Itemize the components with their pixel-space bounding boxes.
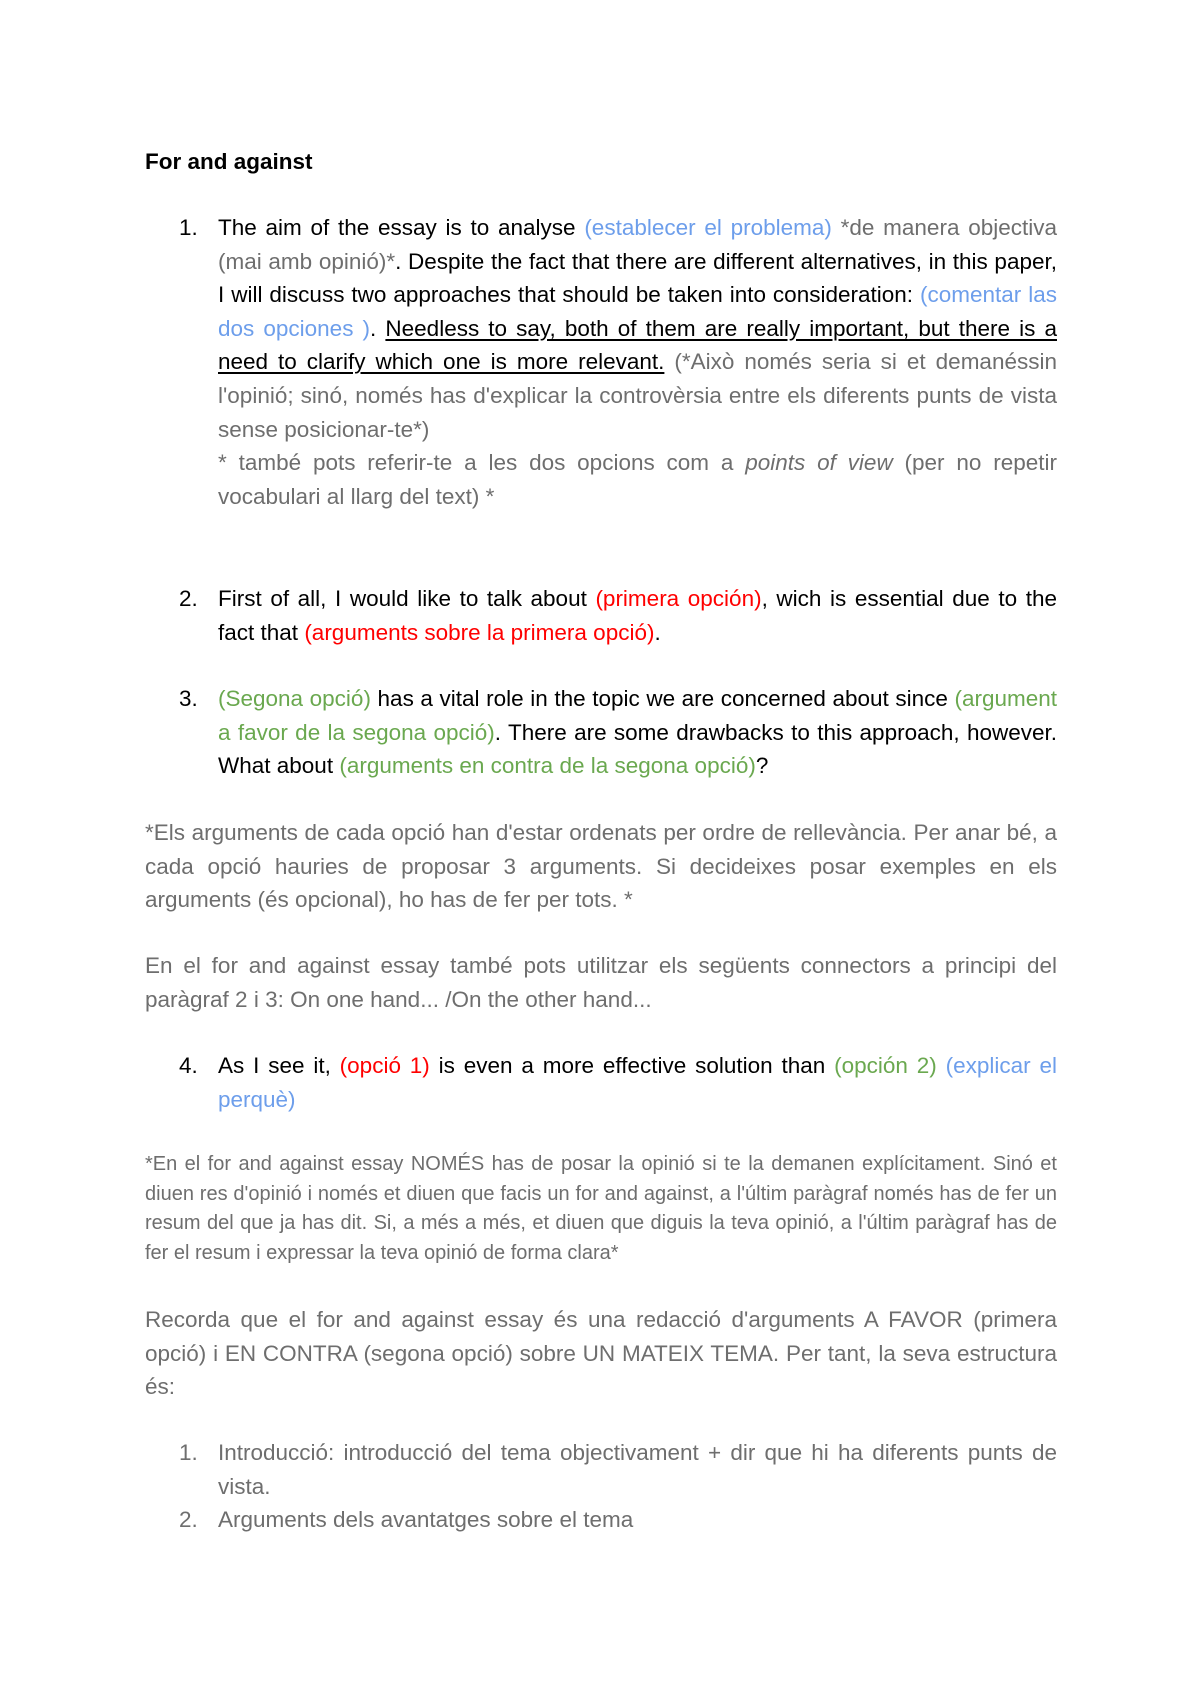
placeholder-red: (opció 1) <box>339 1053 430 1078</box>
placeholder-blue: (explicar el perquè) <box>218 1053 1057 1112</box>
item-paragraph <box>218 682 1057 783</box>
text-run <box>937 1053 946 1078</box>
text-run: * també pots referir-te a les dos opcions com a <box>218 450 746 476</box>
note-connectors: En el for and against essay també pots utilitzar els següents connectors a principi del paràgraf 2 i 3: On one hand... /On the other hand... <box>145 953 1057 1012</box>
list-number: 1. <box>179 1440 198 1465</box>
text-run: . There are some drawbacks to this approach, however. What about <box>218 719 1057 779</box>
text-run: First of all, I would like to talk about <box>218 586 596 611</box>
text-run: , wich is essential due to the fact that <box>218 586 1058 645</box>
text-run: (per no repetir vocabulari al llarg del text) * <box>218 450 1057 509</box>
item-paragraph <box>218 582 1057 649</box>
note-gray: (*Això només seria si et demanéssin l'opinió; sinó, només has d'explicar la controvèrsia entre els diferents punts de vista sense posicionar-te*) <box>218 349 1057 442</box>
note-gray: *de manera objectiva (mai amb opinió)* <box>218 215 1057 274</box>
item-paragraph <box>218 1049 1057 1116</box>
reminder-paragraph: Recorda que el for and against essay és una redacció d'arguments A FAVOR (primera opció) i EN CONTRA (segona opció) sobre UN MATEIX TEMA. Per tant, la seva estructura és: <box>145 1307 1057 1400</box>
placeholder-blue: (establecer el problema) <box>584 215 832 240</box>
text-run: . <box>654 619 661 645</box>
text-run: As I see it, <box>218 1053 340 1078</box>
item-note <box>218 446 1057 513</box>
text-run: . Despite the fact that there are different alternatives, in this paper, I will discuss two approaches that should be taken into consideration: <box>218 248 1057 308</box>
list-item-body <box>218 582 1057 649</box>
text-run: . <box>370 315 386 341</box>
list-item <box>145 582 1057 649</box>
underlined-sentence: Needless to say, both of them are really important, but there is a need to clarify which one is more relevant. <box>218 315 1057 375</box>
text-run: is even a more effective solution than <box>429 1053 835 1078</box>
document-title: For and against <box>145 149 313 174</box>
text-run: ? <box>755 753 769 779</box>
text-run: The aim of the essay is to analyse <box>218 215 585 240</box>
list-number: 2. <box>179 586 198 611</box>
placeholder-green: (Segona opció) <box>218 686 371 711</box>
emphasis: points of view <box>745 450 893 476</box>
placeholder-green: (argument a favor de la segona opció) <box>218 686 1058 745</box>
list-item <box>145 211 1057 513</box>
placeholder-red: (primera opción) <box>595 586 762 611</box>
list-item-body <box>218 1503 1057 1537</box>
structure-item <box>145 1503 1057 1537</box>
placeholder-green: (opción 2) <box>834 1053 937 1078</box>
placeholder-green: (arguments en contra de la segona opció) <box>339 753 756 779</box>
list-item-body <box>218 1436 1057 1503</box>
text-run: has a vital role in the topic we are concerned about since <box>370 686 955 711</box>
list-item <box>145 682 1057 783</box>
placeholder-blue: (comentar las dos opciones ) <box>218 282 1057 341</box>
list-number: 2. <box>179 1507 198 1532</box>
structure-text: Introducció: introducció del tema objectivament + dir que hi ha diferents punts de vista. <box>218 1440 1057 1499</box>
placeholder-red: (arguments sobre la primera opció) <box>304 619 655 645</box>
list-item <box>145 1049 1057 1116</box>
list-item-body <box>218 682 1057 783</box>
list-number: 1. <box>179 215 198 240</box>
note-ordering: *Els arguments de cada opció han d'estar ordenats per ordre de rellevància. Per anar bé, a cada opció hauries de proposar 3 arguments. Si decideixes posar exemples en els arguments (és opcional), ho has de fer per tots. * <box>145 820 1057 913</box>
list-item-body <box>218 1049 1057 1116</box>
list-number: 4. <box>179 1053 198 1078</box>
item-paragraph <box>218 211 1057 446</box>
note-opinion: *En el for and against essay NOMÉS has de posar la opinió si te la demanen explícitament. Sinó et diuen res d'opinió i només et diuen que facis un for and against, a l'últim paràgraf només has de fer un resum del que ja has dit. Si, a més a més, et diuen que diguis la teva opinió, a l'últim paràgraf has de fer el resum i expressar la teva opinió de forma clara* <box>145 1153 1057 1264</box>
list-number: 3. <box>179 686 198 711</box>
structure-item <box>145 1436 1057 1503</box>
list-item-body <box>218 211 1057 513</box>
structure-text: Arguments dels avantatges sobre el tema <box>218 1507 634 1532</box>
